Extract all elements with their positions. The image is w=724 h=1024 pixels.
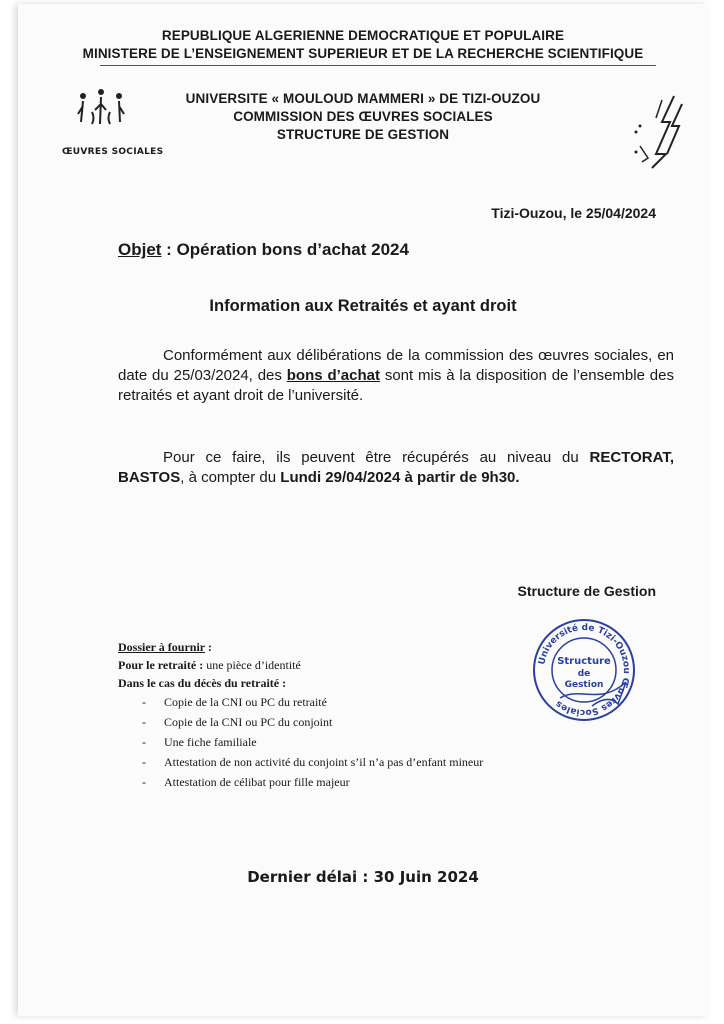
header-university: UNIVERSITE « MOULOUD MAMMERI » DE TIZI-OUZOU: [185, 91, 541, 106]
stamp-center-line1: Structure: [557, 656, 611, 667]
document-title: Information aux Retraités et ayant droit: [209, 297, 517, 315]
list-item: - Attestation de non activité du conjoint s’il n’a pas d’enfant mineur: [164, 752, 618, 772]
oeuvres-sociales-logo-icon: [70, 82, 140, 142]
dossier-heading: [118, 638, 618, 656]
dossier-retraite-label: Pour le retraité :: [118, 658, 204, 672]
dossier-retraite-text: une pièce d’identité: [203, 658, 301, 672]
deadline: Dernier délai : 30 Juin 2024: [247, 868, 479, 886]
list-item: - Une fiche familiale: [164, 732, 618, 752]
paragraph-1-text-b: sont mis à la disposition de l’ensemble des retraités et ayant droit de l’université.: [118, 367, 674, 404]
paragraph-2-bold-date: Lundi 29/04/2024 à partir de 9h30.: [280, 469, 520, 486]
header-underline: [100, 65, 656, 66]
list-item: - Attestation de célibat pour fille majeur: [164, 772, 618, 792]
signature-block: Structure de Gestion: [517, 583, 656, 599]
objet-sep: :: [161, 240, 177, 259]
date-line: Tizi-Ouzou, le 25/04/2024: [491, 205, 656, 221]
dossier-section: [118, 638, 618, 792]
objet-label: Objet: [118, 240, 162, 259]
paragraph-2-bold-location: RECTORAT, BASTOS: [118, 449, 674, 486]
header-structure: STRUCTURE DE GESTION: [276, 127, 450, 142]
objet-text: Opération bons d’achat 2024: [176, 240, 409, 259]
paragraph-2-text-a: Pour ce faire, ils peuvent être récupérés au niveau du: [163, 449, 590, 466]
dossier-heading-sep: :: [204, 640, 212, 654]
header-ministry: MINISTERE DE L’ENSEIGNEMENT SUPERIEUR ET DE LA RECHERCHE SCIENTIFIQUE: [82, 46, 644, 61]
header-republic: REPUBLIQUE ALGERIENNE DEMOCRATIQUE ET POPULAIRE: [161, 28, 565, 43]
header-commission: COMMISSION DES ŒUVRES SOCIALES: [233, 109, 493, 124]
paragraph-1: [118, 346, 674, 406]
university-logo-icon: [622, 92, 692, 170]
list-item: - Copie de la CNI ou PC du retraité: [164, 692, 618, 712]
dossier-items-list: [118, 692, 618, 792]
dossier-heading-text: Dossier à fournir: [118, 640, 205, 654]
stamp-center-line3: Gestion: [564, 680, 604, 690]
logo-left-label: ŒUVRES SOCIALES: [62, 147, 164, 157]
paragraph-1-bold: bons d’achat: [286, 367, 380, 384]
paragraph-1-text-a: Conformément aux délibérations de la commission des œuvres sociales, en date du 25/03/2024, des: [118, 347, 674, 384]
document-page: [18, 4, 708, 1016]
dossier-deces-label: Dans le cas du décès du retraité :: [118, 676, 287, 690]
paragraph-2-text-b: , à compter du: [180, 469, 281, 486]
stamp-center-line2: de: [577, 669, 591, 679]
list-item: - Copie de la CNI ou PC du conjoint: [164, 712, 618, 732]
objet-line: [118, 240, 409, 260]
dossier-retraite-line: [118, 656, 618, 674]
stamp-ring-text: Université de Tizi-Ouzou Œuvres Sociales: [537, 622, 632, 718]
paragraph-2: [118, 448, 674, 488]
